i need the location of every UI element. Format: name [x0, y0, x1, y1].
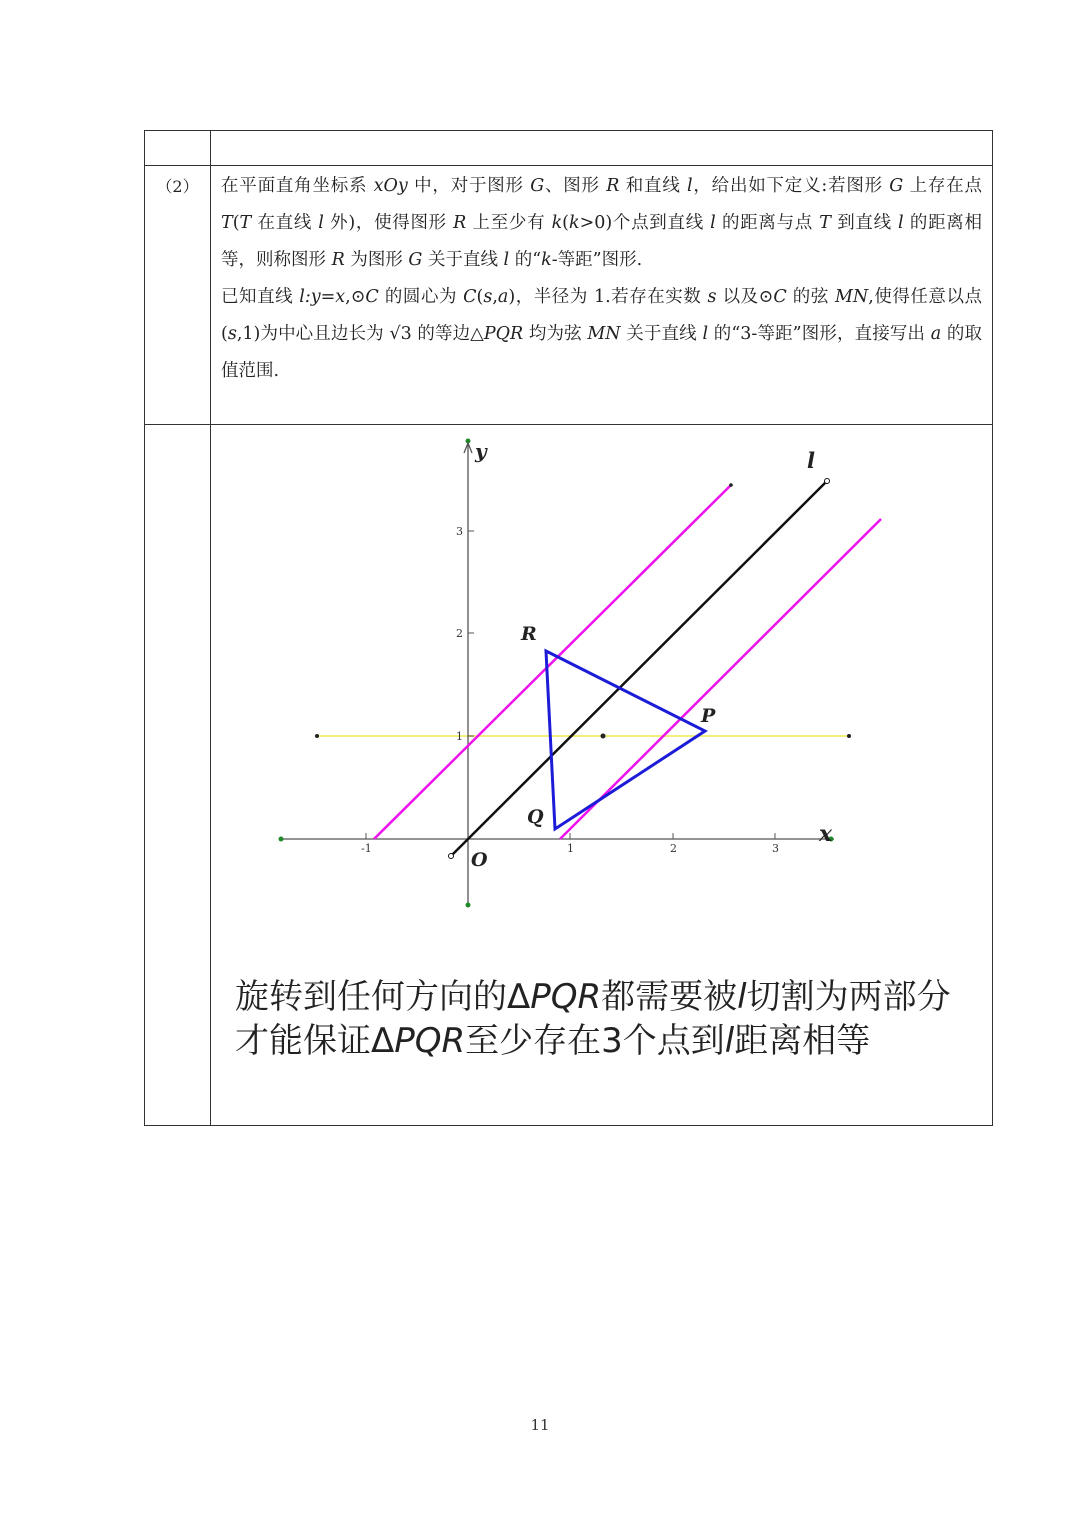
x-tick-label-3: 3 — [772, 842, 779, 855]
x-axis-left-endpoint — [279, 837, 284, 842]
point-label-q: Q — [527, 806, 544, 828]
y-tick-label-1: 1 — [456, 730, 463, 743]
x-tick-label-1: 1 — [567, 842, 574, 855]
line-l-end — [825, 479, 830, 484]
point-label-p: P — [701, 705, 716, 727]
question-paragraph: 已知直线 l:y=x,⊙C 的圆心为 C(s,a)，半径为 1.若存在实数 s 以及⊙C 的弦 MN,使得任意以点(s,1)为中心且边长为 √3 的等边△PQR 均为弦 MN 关于直线 l 的“3-等距”图形，直接写出 a 的取值范围. — [221, 287, 982, 381]
problem-text — [211, 166, 992, 390]
note-line-1: 旋转到任何方向的ΔPQR都需要被l切割为两部分 — [235, 977, 951, 1017]
page-number: 11 — [530, 1416, 550, 1434]
horizontal-line-start — [315, 734, 319, 738]
parallel-line-upper-endpoint — [729, 483, 733, 487]
coordinate-figure — [211, 425, 993, 945]
answer-table — [144, 130, 993, 1126]
problem-label: （2） — [156, 177, 199, 196]
header-cell-left — [145, 131, 211, 166]
note-line-2: 才能保证ΔPQR至少存在3个点到l距离相等 — [235, 1021, 871, 1061]
origin-label: O — [471, 849, 488, 871]
rotation-note — [235, 975, 985, 1063]
y-tick-label-2: 2 — [456, 627, 463, 640]
triangle-pqr — [546, 651, 705, 829]
parallel-line-lower — [560, 519, 881, 839]
figure-label-cell — [145, 425, 211, 1126]
problem-text-cell — [211, 166, 993, 425]
line-l — [451, 481, 827, 856]
point-label-r: R — [521, 623, 537, 645]
line-l-start — [449, 854, 454, 859]
figure-cell — [211, 425, 993, 1126]
x-tick-label--1: -1 — [361, 842, 372, 855]
definition-paragraph: 在平面直角坐标系 xOy 中，对于图形 G、图形 R 和直线 l，给出如下定义:若图形 G 上存在点 T(T 在直线 l 外)，使得图形 R 上至少有 k(k>0)个点到直线 l 的距离与点 T 到直线 l 的距离相等，则称图形 R 为图形 G 关于直线 l 的“k-等距”图形. — [221, 176, 982, 270]
x-tick-label-2: 2 — [670, 842, 677, 855]
problem-row — [145, 166, 993, 425]
horizontal-line-end — [847, 734, 851, 738]
y-axis-bottom-endpoint — [466, 903, 471, 908]
header-row — [145, 131, 993, 166]
y-tick-label-3: 3 — [456, 525, 463, 538]
figure-wrap — [211, 425, 993, 1125]
problem-label-cell — [145, 166, 211, 425]
y-axis-label: y — [475, 439, 487, 463]
line-l-label: l — [807, 448, 815, 473]
x-axis-label: x — [819, 821, 833, 847]
center-point — [601, 734, 606, 739]
header-cell-right — [211, 131, 993, 166]
figure-row — [145, 425, 993, 1126]
